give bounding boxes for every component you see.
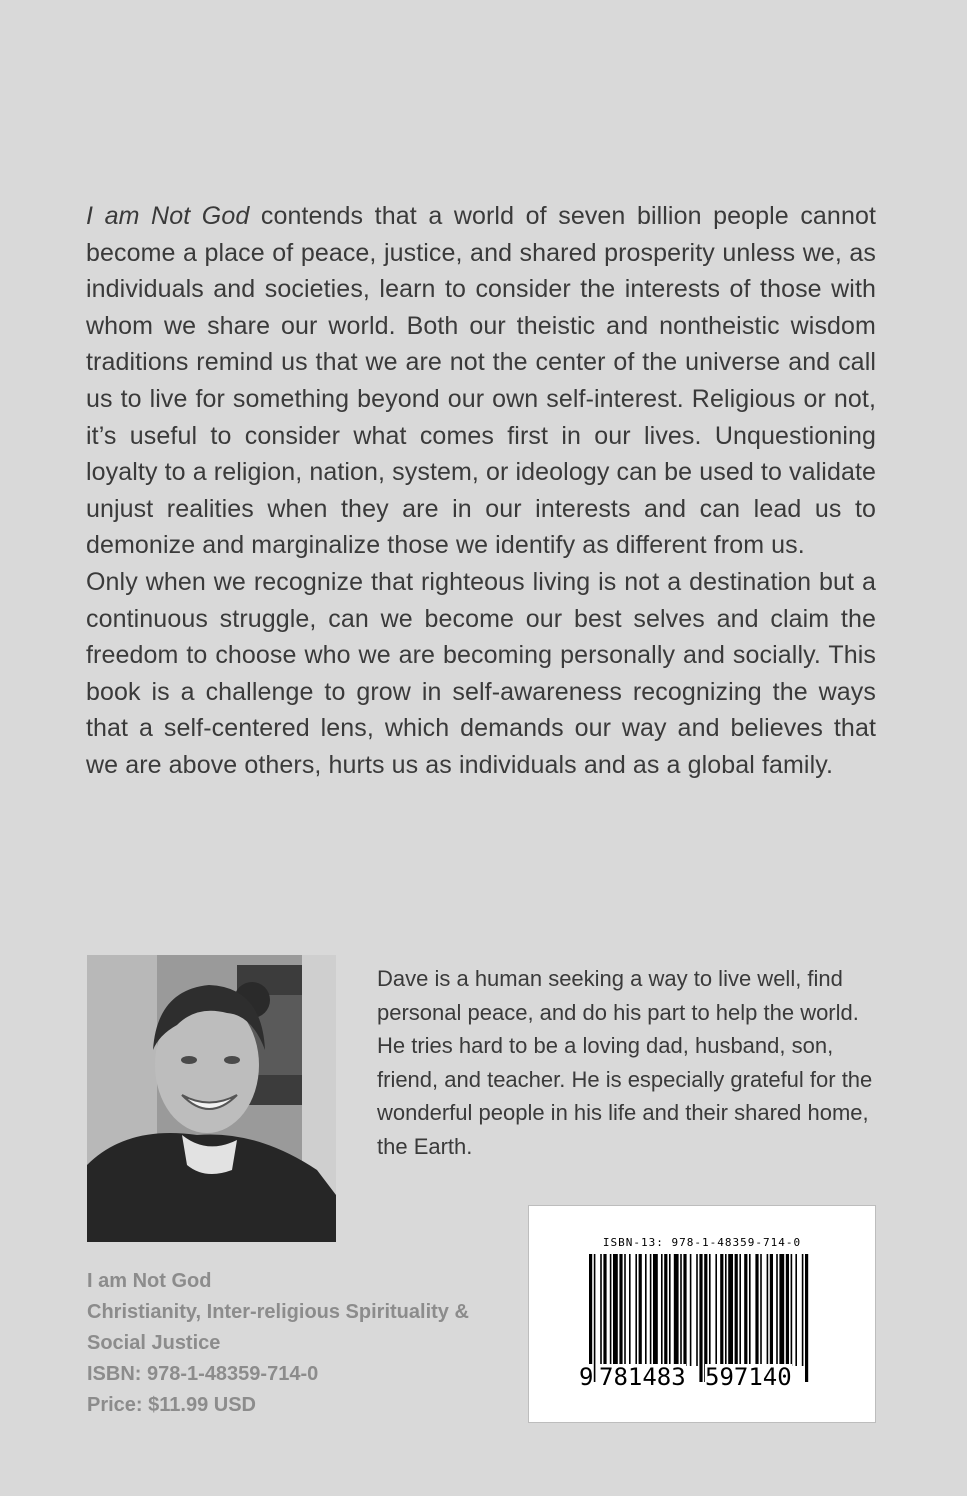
blurb-paragraph-1-text: contends that a world of seven billion people cannot become a place of peace, justice, and shared prosperity unless we, as individuals and societies, learn to consider the interests of those with whom we share our world. Both our theistic and nontheistic wisdom traditions remind us that we are not the center of the universe and call us to live for something beyond our own self-interest. Religious or not, it’s useful to consider what comes first in our lives. Unquestioning loyalty to a religion, nation, system, or ideology can be used to validate unjust realities when they are in our interests and can lead us to demonize and marginalize those we identify as different from us. bbox=[86, 202, 876, 560]
book-info bbox=[87, 1266, 527, 1421]
barcode-digits-right: 597140 bbox=[705, 1363, 792, 1391]
back-cover-blurb bbox=[86, 198, 876, 784]
barcode-isbn-label: ISBN-13: 978-1-48359-714-0 bbox=[602, 1236, 802, 1249]
author-photo bbox=[87, 955, 336, 1242]
book-info-subtitle-line-2: Social Justice bbox=[87, 1332, 221, 1354]
book-title-italic: I am Not God bbox=[86, 202, 250, 230]
book-info-price: Price: $11.99 USD bbox=[87, 1394, 256, 1416]
barcode-digits bbox=[577, 1364, 817, 1390]
author-bio: Dave is a human seeking a way to live well, find personal peace, and do his part to help the world. He tries hard to be a loving dad, husband, son, friend, and teacher. He is especially grateful for the wonderful people in his life and their shared home, the Earth. bbox=[377, 966, 873, 1159]
blurb-paragraph-2: Only when we recognize that righteous living is not a destination but a continuous struggle, can we become our best selves and claim the freedom to choose who we are becoming personally and socially. This book is a challenge to grow in self-awareness recognizing the ways that a self-centered lens, which demands our way and believes that we are above others, hurts us as individuals and as a global family. bbox=[86, 567, 876, 779]
barcode-digit-first: 9 bbox=[579, 1363, 594, 1391]
book-info-subtitle-line-1: Christianity, Inter-religious Spirituality & bbox=[87, 1301, 469, 1323]
barcode-digits-left: 781483 bbox=[599, 1363, 686, 1391]
author-portrait-image bbox=[87, 955, 336, 1242]
barcode-panel bbox=[528, 1205, 876, 1423]
blurb-paragraph-1 bbox=[86, 198, 876, 564]
book-info-isbn: ISBN: 978-1-48359-714-0 bbox=[87, 1363, 319, 1385]
book-info-title: I am Not God bbox=[87, 1270, 212, 1292]
